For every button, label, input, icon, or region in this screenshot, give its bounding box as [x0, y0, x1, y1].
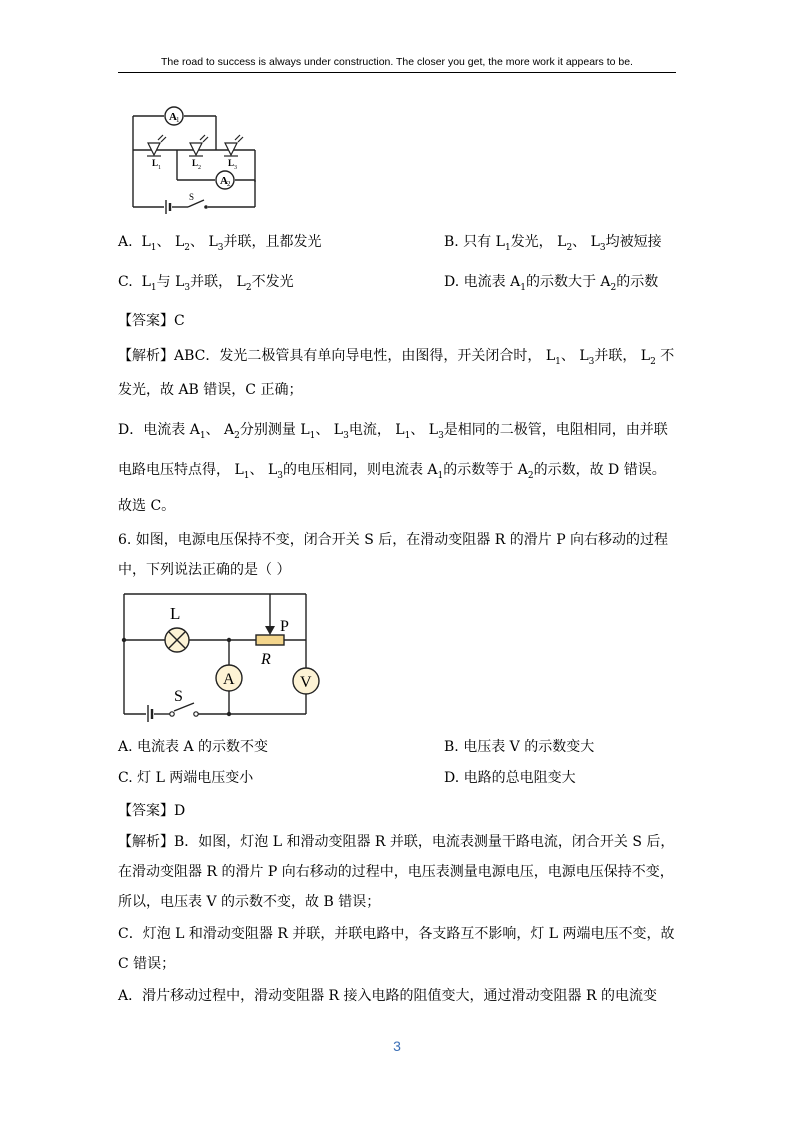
header-divider [118, 72, 676, 73]
q5-analysis-line2: 发光，故 AB 错误，C 正确； [118, 382, 303, 398]
q5-option-a: A. $L_1$、 $L_2$、 $L_3$并联，且都发光 [118, 234, 322, 253]
q5-analysis-line1: 【解析】ABC．发光二极管具有单向导电性，由图得，开关闭合时， $L_1$、 $L_3$并联， $L_2$ 不 [118, 348, 675, 367]
q5-option-d: D. 电流表 $A_1$的示数大于 $A_2$的示数 [444, 274, 659, 293]
page-number: 3 [393, 1038, 401, 1054]
q6-option-a: A. 电流表 A 的示数不变 [118, 739, 269, 755]
q6-analysis-line2: 在滑动变阻器 R 的滑片 P 向右移动的过程中，电压表测量电源电压，电源电压保持不变， [118, 864, 674, 880]
l1-label: L [152, 158, 159, 168]
q6-stem-line1: 6. 如图，电源电压保持不变，闭合开关 S 后，在滑动变阻器 R 的滑片 P 向右移动的过程 [118, 532, 669, 548]
q5-analysis-line3: D．电流表 $A_1$、 $A_2$分别测量 $L_1$、 $L_3$电流， $L_1$、 $L_3$是相同的二极管，电阻相同，由并联 [118, 422, 668, 441]
q5-option-b: B. 只有 $L_1$发光， $L_2$、 $L_3$均被短接 [444, 234, 662, 253]
q5-analysis-line4: 电路电压特点得， $L_1$、 $L_3$的电压相同，则电流表 $A_1$的示数等于 $A_2$的示数，故 D 错误。 [118, 462, 666, 481]
q6-analysis-line4: C．灯泡 L 和滑动变阻器 R 并联，并联电路中，各支路互不影响，灯 L 两端电压不变，故 [118, 926, 675, 942]
q6-stem-line2: 中，下列说法正确的是（ ） [118, 562, 291, 578]
q6-analysis-line6: A．滑片移动过程中，滑动变阻器 R 接入电路的阻值变大，通过滑动变阻器 R 的电流变 [118, 988, 657, 1004]
header-motto: The road to success is always under construction. The closer you get, the more work it appears to be. [161, 56, 633, 68]
q5-circuit-diagram [120, 100, 270, 215]
rheostat-icon [256, 635, 284, 645]
voltmeter-label: V [300, 674, 312, 691]
diode-l3-icon [224, 135, 243, 156]
q5-answer: 【答案】C [118, 313, 185, 329]
l2-label: L [192, 158, 199, 168]
q6-analysis-line1: 【解析】B．如图，灯泡 L 和滑动变阻器 R 并联，电流表测量干路电流，闭合开关 S 后， [118, 834, 675, 850]
ammeter-a1-label: A [169, 111, 177, 123]
q6-circuit-diagram [118, 590, 343, 722]
q6-answer: 【答案】D [118, 803, 186, 819]
q6-analysis-line5: C 错误； [118, 956, 176, 972]
ammeter-a1-sub: 1 [176, 116, 180, 124]
q5-option-c: C. $L_1$与 $L_3$并联， $L_2$不发光 [118, 274, 294, 293]
q6-analysis-line3: 所以，电压表 V 的示数不变，故 B 错误； [118, 894, 381, 910]
l3-label: L [228, 158, 235, 168]
l3-sub: 3 [234, 165, 237, 171]
q6-switch-label: S [174, 688, 183, 705]
q5-switch-label: S [189, 192, 195, 202]
slider-label: P [280, 618, 289, 635]
q5-conclusion: 故选 C。 [118, 498, 176, 514]
lamp-label: L [170, 604, 181, 623]
ammeter-a2-sub: 2 [227, 180, 231, 188]
ammeter-a2-label: A [220, 175, 228, 187]
l2-sub: 2 [198, 165, 201, 171]
diode-l2-icon [189, 135, 208, 156]
l1-sub: 1 [158, 165, 161, 171]
q6-option-c: C. 灯 L 两端电压变小 [118, 770, 254, 786]
lamp-icon [165, 628, 189, 652]
diode-l1-icon [147, 135, 166, 156]
q6-option-b: B. 电压表 V 的示数变大 [444, 739, 595, 755]
q6-option-d: D. 电路的总电阻变大 [444, 770, 576, 786]
ammeter-label: A [223, 671, 235, 688]
resistor-label: R [261, 651, 271, 668]
